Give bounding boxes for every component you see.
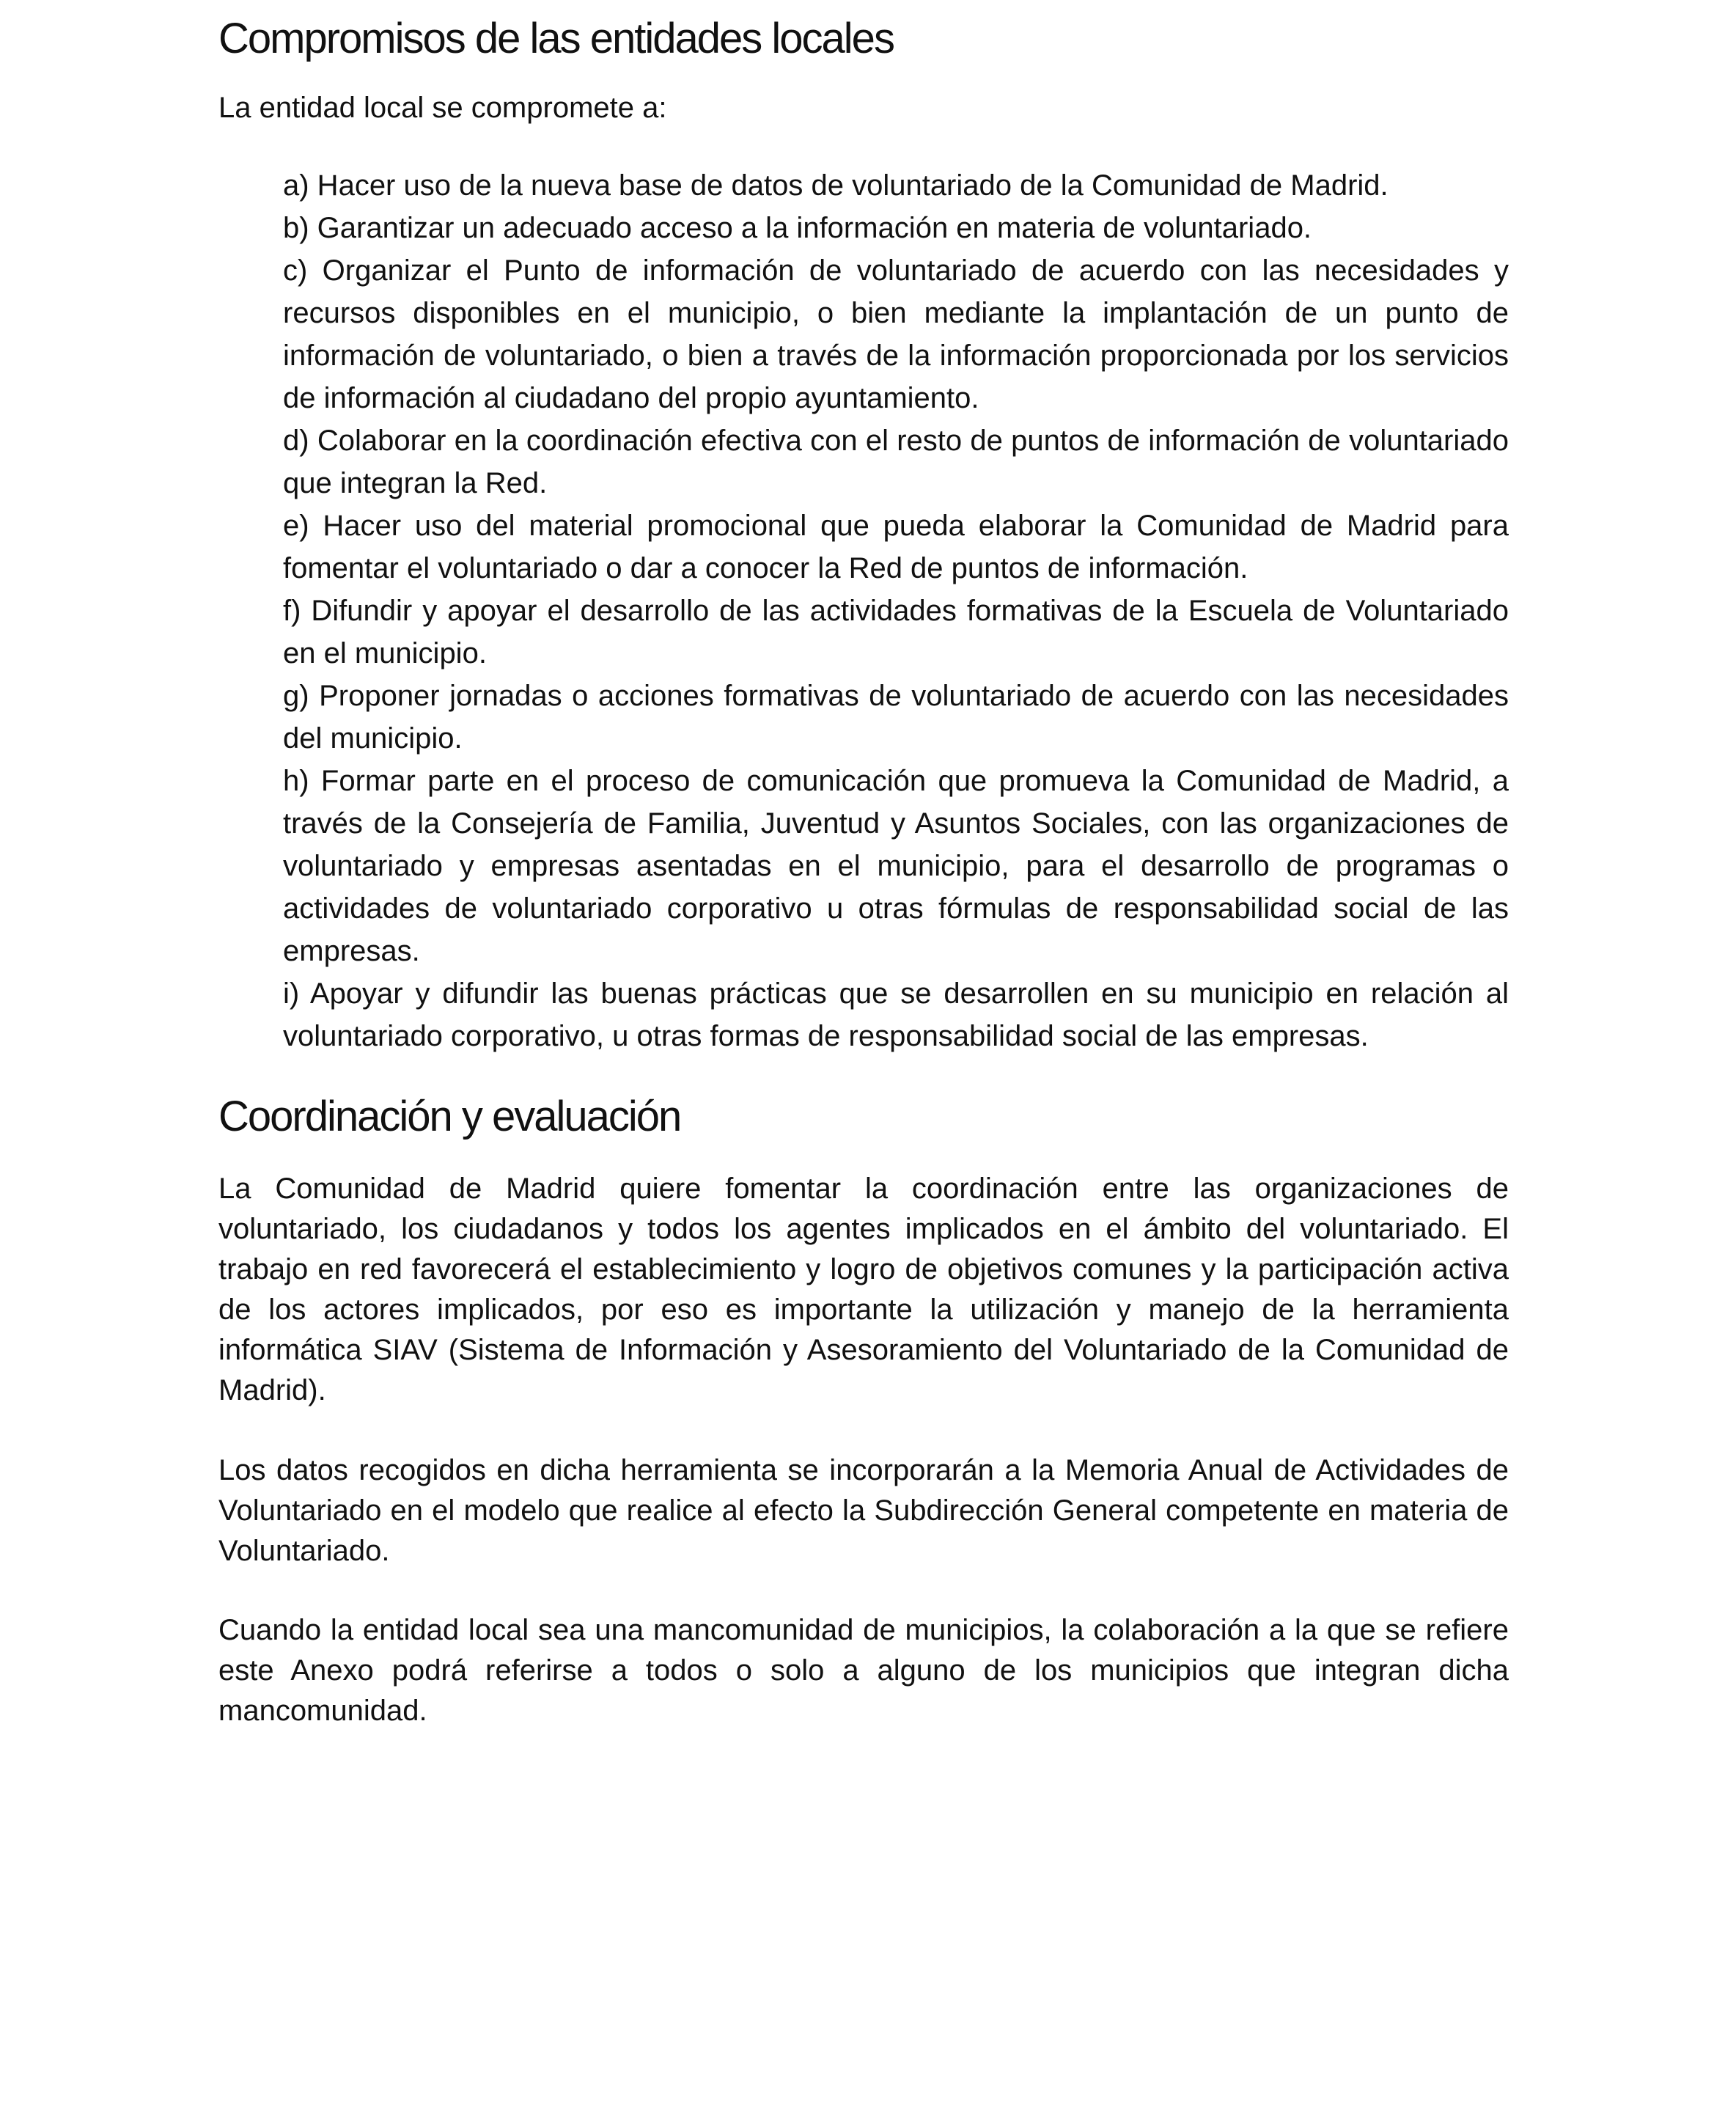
compromisos-intro: La entidad local se compromete a: (218, 92, 667, 124)
list-item-g: g) Proponer jornadas o acciones formativas de voluntariado de acuerdo con las necesidades del municipio. (283, 680, 1509, 755)
compromisos-list (283, 164, 1509, 1057)
heading-coordinacion: Coordinación y evaluación (218, 1093, 681, 1140)
list-item-d: d) Colaborar en la coordinación efectiva con el resto de puntos de información de voluntariado que integran la Red. (283, 425, 1509, 499)
heading-compromisos: Compromisos de las entidades locales (218, 15, 894, 62)
list-item-f: f) Difundir y apoyar el desarrollo de las actividades formativas de la Escuela de Voluntariado en el municipio. (283, 595, 1509, 669)
list-item-c: c) Organizar el Punto de información de voluntariado de acuerdo con las necesidades y recursos disponibles en el municipio, o bien mediante la implantación de un punto de información de voluntariado, o bien a través de la información proporcionada por los servicios de información al ciudadano del propio ayuntamiento. (283, 254, 1509, 414)
coordinacion-paragraph-1: La Comunidad de Madrid quiere fomentar la coordinación entre las organizaciones de voluntariado, los ciudadanos y todos los agentes implicados en el ámbito del voluntariado. El trabajo en red favorecerá el establecimiento y logro de objetivos comunes y la participación activa de los actores implicados, por eso es importante la utilización y manejo de la herramienta informática SIAV (Sistema de Información y Asesoramiento del Voluntariado de la Comunidad de Madrid). (218, 1173, 1509, 1406)
list-item-a: a) Hacer uso de la nueva base de datos de voluntariado de la Comunidad de Madrid. (283, 169, 1389, 202)
list-item-b: b) Garantizar un adecuado acceso a la información en materia de voluntariado. (283, 212, 1312, 244)
list-item-h: h) Formar parte en el proceso de comunicación que promueva la Comunidad de Madrid, a través de la Consejería de Familia, Juventud y Asuntos Sociales, con las organizaciones de voluntariado y empresas asentadas en el municipio, para el desarrollo de programas o actividades de voluntariado corporativo u otras fórmulas de responsabilidad social de las empresas. (283, 765, 1509, 967)
list-item-i: i) Apoyar y difundir las buenas prácticas que se desarrollen en su municipio en relación al voluntariado corporativo, u otras formas de responsabilidad social de las empresas. (283, 977, 1509, 1052)
list-item-e: e) Hacer uso del material promocional que pueda elaborar la Comunidad de Madrid para fomentar el voluntariado o dar a conocer la Red de puntos de información. (283, 510, 1509, 584)
coordinacion-paragraph-2: Los datos recogidos en dicha herramienta se incorporarán a la Memoria Anual de Actividades de Voluntariado en el modelo que realice al efecto la Subdirección General competente en materia de Voluntariado. (218, 1454, 1509, 1567)
coordinacion-paragraph-3: Cuando la entidad local sea una mancomunidad de municipios, la colaboración a la que se refiere este Anexo podrá referirse a todos o solo a alguno de los municipios que integran dicha mancomunidad. (218, 1614, 1509, 1727)
